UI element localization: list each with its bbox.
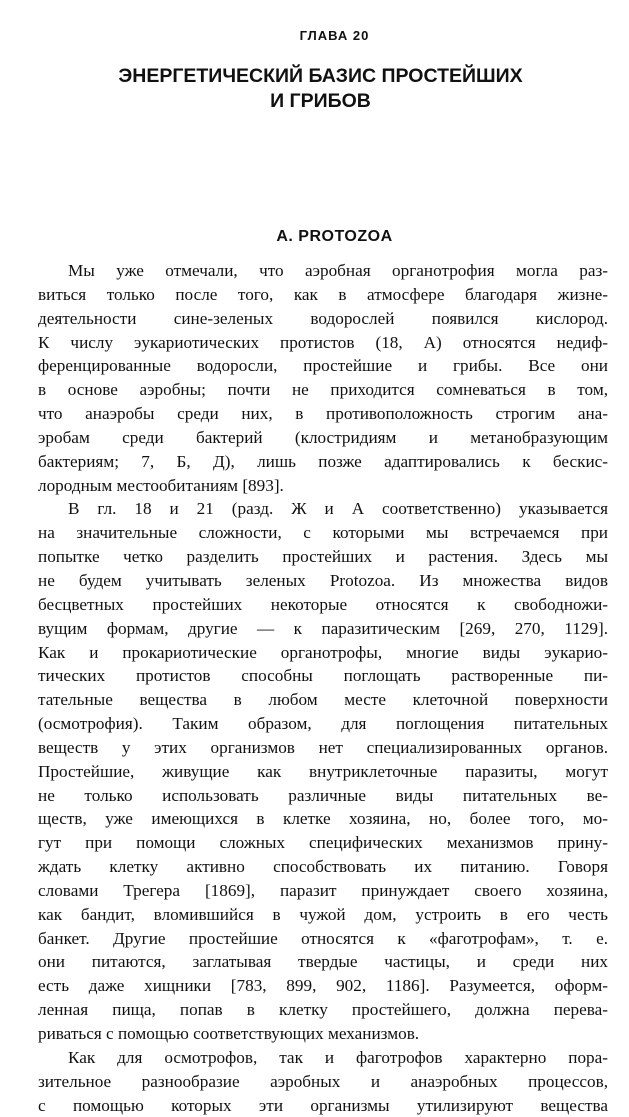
text-line: банкет. Другие простейшие относятся к «фаготрофам», т. е.	[38, 928, 608, 948]
text-line: попытке четко разделить простейших и растения. Здесь мы	[38, 547, 608, 567]
text-line: ществ, уже имеющихся в клетке хозяина, но, более того, мо-	[38, 809, 608, 829]
text-line: К числу эукариотических протистов (18, А) относятся недиф-	[38, 332, 608, 352]
text-line: с помощью которых эти организмы утилизируют вещества	[38, 1095, 608, 1115]
text-line: они питаются, заглатывая твердые частицы, и среди них	[38, 952, 608, 972]
text-line: Как и прокариотические органотрофы, многие виды эукарио-	[38, 642, 608, 662]
chapter-title-line: ЭНЕРГЕТИЧЕСКИЙ БАЗИС ПРОСТЕЙШИХ	[118, 65, 523, 87]
section-title: A. PROTOZOA	[276, 228, 393, 245]
chapter-title	[6, 64, 629, 114]
text-line: риваться с помощью соответствующих механизмов.	[38, 1024, 420, 1043]
text-line: гут при помощи сложных специфических механизмов прину-	[38, 833, 608, 853]
text-line: деятельности сине-зеленых водорослей появился кислород.	[38, 308, 608, 328]
chapter-title-line: И ГРИБОВ	[270, 90, 371, 112]
text-line: лородным местообитаниям [893].	[38, 475, 284, 495]
text-line: ленная пища, попав в клетку простейшего, должна перева-	[38, 1000, 608, 1020]
text-line: вущим формам, другие — к паразитическим [269, 270, 1129].	[38, 618, 608, 638]
text-line: В гл. 18 и 21 (разд. Ж и А соответственно) указывается	[68, 499, 608, 519]
text-line: (осмотрофия). Таким образом, для поглощения питательных	[38, 714, 608, 734]
text-line: Как для осмотрофов, так и фаготрофов характерно пора-	[68, 1047, 608, 1067]
text-line: бактериям; 7, Б, Д), лишь позже адаптировались к бескис-	[38, 451, 608, 471]
paragraph	[38, 1046, 608, 1117]
text-line: эробам среди бактерий (клостридиям и метанобразующим	[38, 427, 608, 447]
text-line: не только использовать различные виды питательных ве-	[38, 785, 608, 805]
text-line: есть даже хищники [783, 899, 902, 1186]. Разумеется, оформ-	[38, 976, 608, 996]
text-line: ждать клетку активно способствовать их питанию. Говоря	[38, 857, 608, 877]
text-line: веществ у этих организмов нет специализированных органов.	[38, 737, 608, 757]
text-line: в основе аэробны; почти не приходится сомневаться в том,	[38, 380, 608, 400]
text-line: на значительные сложности, с которыми мы встречаемся при	[38, 523, 608, 543]
text-line: зительное разнообразие аэробных и анаэробных процессов,	[38, 1071, 608, 1091]
body-text	[38, 259, 608, 1117]
text-line: бесцветных простейших некоторые относятся к свободножи-	[38, 594, 608, 614]
paragraph	[38, 259, 608, 497]
text-line: как бандит, вломившийся в чужой дом, устроить в его честь	[38, 904, 608, 924]
text-line: ференцированные водоросли, простейшие и грибы. Все они	[38, 356, 608, 376]
text-line: тательные вещества в любом месте клеточной поверхности	[38, 690, 608, 710]
text-line: Простейшие, живущие как внутриклеточные паразиты, могут	[38, 761, 608, 781]
text-line: не будем учитывать зеленых Protozoa. Из множества видов	[38, 570, 608, 590]
paragraph	[38, 497, 608, 1045]
text-line: виться только после того, как в атмосфере благодаря жизне-	[38, 284, 608, 304]
text-line: что анаэробы среди них, в противоположность строгим ана-	[38, 404, 608, 424]
text-line: тических протистов способны поглощать растворенные пи-	[38, 666, 608, 686]
chapter-label: ГЛАВА 20	[299, 28, 370, 43]
text-line: Мы уже отмечали, что аэробная органотрофия могла раз-	[68, 261, 608, 280]
text-line: словами Трегера [1869], паразит принуждает своего хозяина,	[38, 880, 608, 900]
